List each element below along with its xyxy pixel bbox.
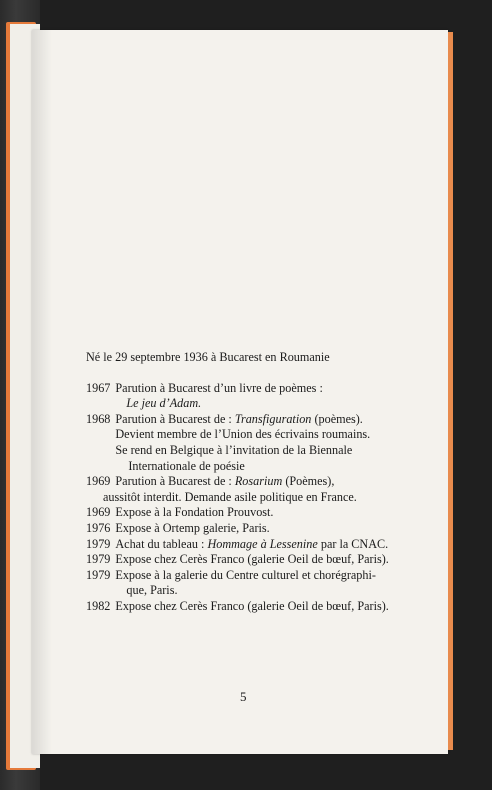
entry-line: Achat du tableau : Hommage à Lessenine par la CNAC. [115, 536, 389, 551]
book-title: Le jeu d’Adam. [126, 396, 202, 411]
artwork-title: Hommage à Lessenine [207, 536, 318, 551]
chronology-entry [86, 412, 436, 474]
entry-line: Parution à Bucarest d’un livre de poèmes : [115, 380, 323, 395]
entry-line: Devient membre de l’Union des écrivains roumains. [115, 427, 371, 442]
chronology-entry [86, 505, 436, 521]
entry-line: Expose chez Cerès Franco (galerie Oeil de bœuf, Paris). [115, 598, 389, 613]
page-gutter-shadow [32, 30, 52, 754]
page-number: 5 [240, 689, 247, 704]
entry-line: que, Paris. [126, 583, 178, 598]
entry-line: Se rend en Belgique à l’invitation de la Biennale [115, 442, 353, 457]
entry-year: 1979 [86, 536, 111, 551]
entry-line: Expose à la Fondation Prouvost. [115, 505, 274, 520]
entry-line: Expose chez Cerès Franco (galerie Oeil de bœuf, Paris). [115, 552, 389, 567]
chronology-entry [86, 537, 436, 553]
book-title: Rosarium [234, 474, 283, 489]
entry-year: 1969 [86, 505, 111, 520]
birth-line: Né le 29 septembre 1936 à Bucarest en Roumanie [86, 350, 330, 364]
entry-year: 1982 [86, 598, 111, 613]
book-title: Transfiguration [234, 411, 312, 426]
book-page [32, 30, 448, 754]
entry-year: 1969 [86, 474, 111, 489]
entry-year: 1976 [86, 520, 111, 535]
entry-year: 1968 [86, 411, 111, 426]
chronology-entry [86, 599, 436, 615]
chronology-entry [86, 568, 436, 599]
entry-line: Expose à la galerie du Centre culturel et chorégraphi- [115, 567, 376, 582]
biography-text [86, 350, 436, 615]
chronology-entry [86, 521, 436, 537]
entry-line: Parution à Bucarest de : Rosarium (Poèmes), [115, 474, 335, 489]
chronology-entry [86, 474, 436, 490]
chronology-entry [86, 552, 436, 568]
entry-year: 1979 [86, 552, 111, 567]
entry-line: Parution à Bucarest de : Transfiguration (poèmes). [115, 411, 363, 426]
chronology-entry [86, 381, 436, 412]
entry-year: 1967 [86, 380, 111, 395]
entry-line: aussitôt interdit. Demande asile politique en France. [103, 489, 357, 504]
entry-line: Internationale de poésie [128, 458, 245, 473]
entry-year: 1979 [86, 567, 111, 582]
entry-line: Expose à Ortemp galerie, Paris. [115, 520, 270, 535]
